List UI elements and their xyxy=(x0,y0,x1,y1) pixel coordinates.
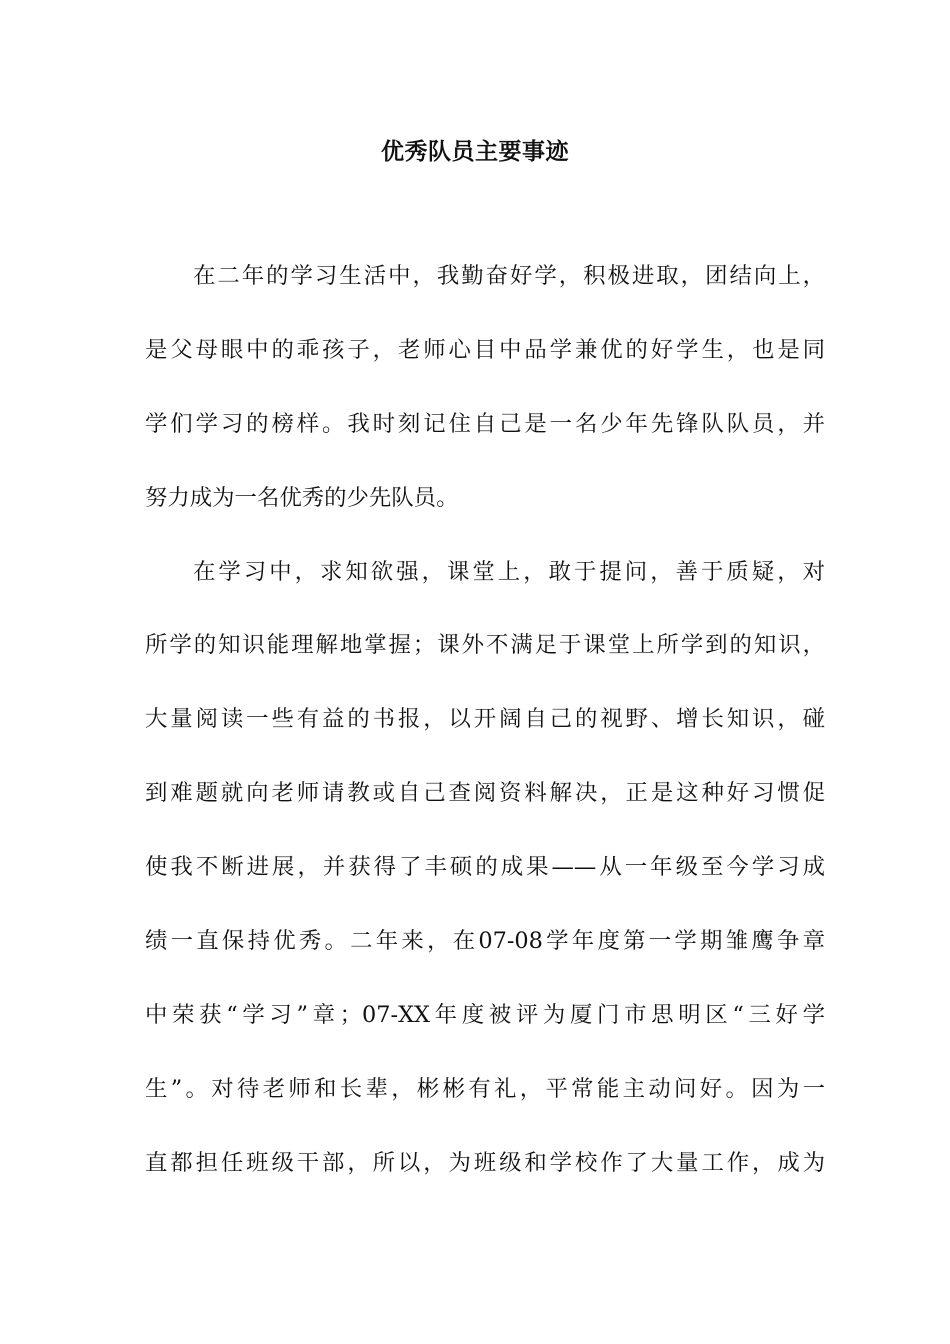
paragraph-2-line-9: 直都担任班级干部，所以，为班级和学校作了大量工作，成为 xyxy=(145,1149,825,1176)
paragraph-2-line-2: 所学的知识能理解地掌握；课外不满足于课堂上所学到的知识， xyxy=(145,632,825,659)
paragraph-2-line-4: 到难题就向老师请教或自己查阅资料解决，正是这种好习惯促 xyxy=(145,780,825,807)
document-title: 优秀队员主要事迹 xyxy=(381,138,569,165)
document-body xyxy=(145,258,825,1219)
paragraph-2-line-6: 绩一直保持优秀。二年来，在07-08学年度第一学期雏鹰争章 xyxy=(145,928,825,955)
paragraph-2-line-8: 生”。对待老师和长辈，彬彬有礼，平常能主动问好。因为一 xyxy=(145,1075,825,1102)
paragraph-1-line-3: 学们学习的榜样。我时刻记住自己是一名少年先锋队队员，并 xyxy=(145,410,825,437)
paragraph-1-line-2: 是父母眼中的乖孩子，老师心目中品学兼优的好学生，也是同 xyxy=(145,336,825,363)
paragraph-2-line-5: 使我不断进展，并获得了丰硕的成果——从一年级至今学习成 xyxy=(145,854,825,881)
paragraph-2-line-7: 中荣获“学习”章；07-XX年度被评为厦门市思明区“三好学 xyxy=(145,1001,825,1028)
paragraph-1-line-1: 在二年的学习生活中，我勤奋好学，积极进取，团结向上， xyxy=(193,263,825,289)
paragraph-2-line-3: 大量阅读一些有益的书报，以开阔自己的视野、增长知识，碰 xyxy=(145,706,825,733)
paragraph-1-line-4: 努力成为一名优秀的少先队员。 xyxy=(145,484,459,511)
paragraph-2-line-1: 在学习中，求知欲强，课堂上，敢于提问，善于质疑，对 xyxy=(193,558,825,585)
